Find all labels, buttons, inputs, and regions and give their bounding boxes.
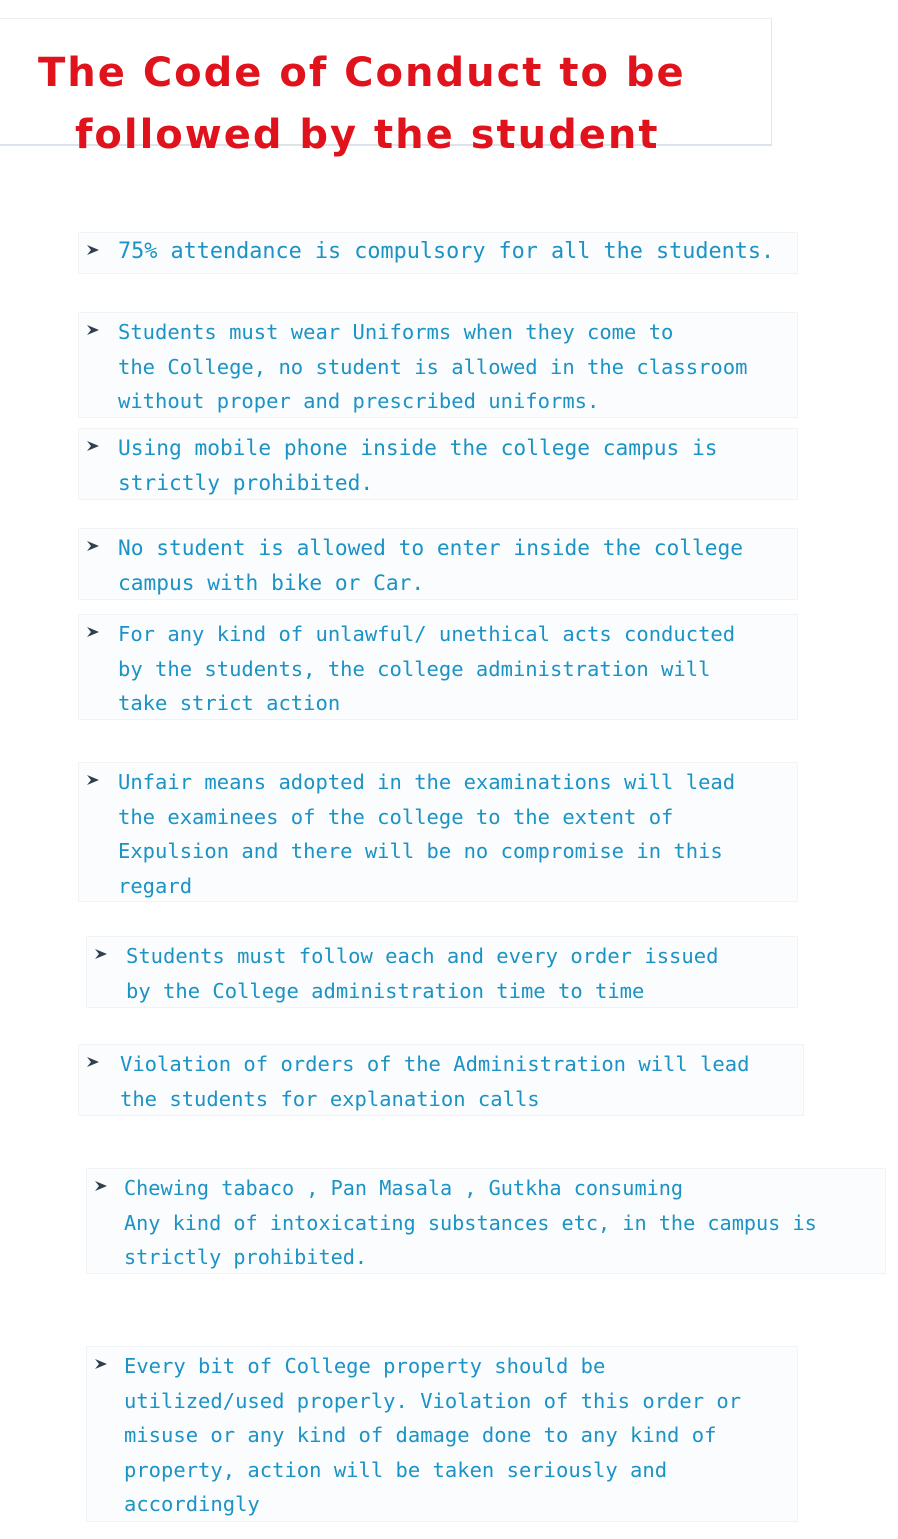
rule-text: For any kind of unlawful/ unethical acts conducted by the students, the college administration will take strict action [118, 622, 736, 715]
rule-item-college-property [86, 1346, 798, 1522]
arrow-bullet-icon [85, 233, 101, 267]
rule-item-follow-orders [86, 936, 798, 1008]
arrow-bullet-icon [93, 1347, 109, 1381]
rule-text: Students must wear Uniforms when they come to the College, no student is allowed in the classroom without proper and prescribed uniforms. [118, 320, 748, 413]
arrow-bullet-icon [85, 313, 101, 347]
page-title-line-2: followed by the student [75, 112, 660, 158]
rule-text: Using mobile phone inside the college campus is strictly prohibited. [118, 435, 718, 495]
rule-item-unlawful-acts [78, 614, 798, 720]
rule-item-uniform [78, 312, 798, 418]
arrow-bullet-icon [93, 1169, 109, 1203]
arrow-bullet-icon [85, 429, 101, 463]
rule-item-intoxicating-substances [86, 1168, 886, 1274]
rule-text: Violation of orders of the Administration will lead the students for explanation calls [120, 1052, 750, 1111]
rule-text: No student is allowed to enter inside the college campus with bike or Car. [118, 535, 744, 595]
title-box [0, 18, 772, 158]
arrow-bullet-icon [93, 937, 109, 971]
arrow-bullet-icon [85, 1045, 101, 1079]
rule-text: Every bit of College property should be utilized/used properly. Violation of this order or misuse or any kind of damage done to any kind of property, action will be taken seriously and accordingly [124, 1354, 742, 1516]
rule-item-vehicles [78, 528, 798, 600]
rule-item-violation-orders [78, 1044, 804, 1116]
rule-text: Chewing tabaco , Pan Masala , Gutkha consuming Any kind of intoxicating substances etc, in the campus is strictly prohibited. [124, 1176, 817, 1269]
rule-item-attendance [78, 232, 798, 274]
page-title-line-1: The Code of Conduct to be [38, 50, 686, 96]
arrow-bullet-icon [85, 763, 101, 797]
rule-text: 75% attendance is compulsory for all the students. [118, 239, 775, 264]
rule-text: Unfair means adopted in the examinations will lead the examinees of the college to the extent of Expulsion and there will be no compromise in this regard [118, 770, 736, 898]
rule-item-unfair-means [78, 762, 798, 902]
arrow-bullet-icon [85, 529, 101, 563]
rule-item-mobile-phone [78, 428, 798, 500]
rule-text: Students must follow each and every order issued by the College administration time to time [126, 944, 719, 1003]
arrow-bullet-icon [85, 615, 101, 649]
